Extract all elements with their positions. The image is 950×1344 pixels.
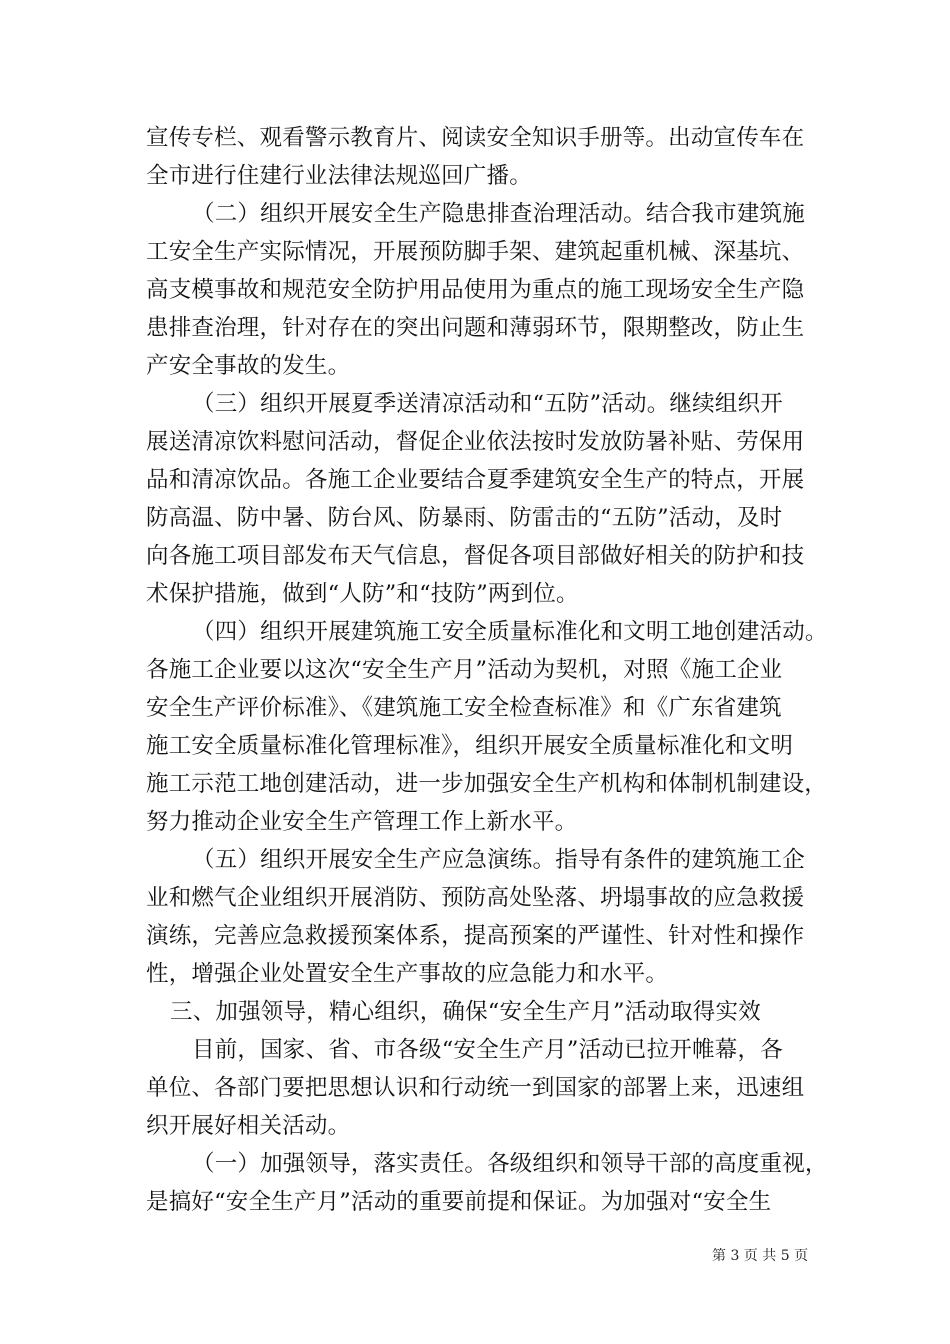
text-line: 安全生产评价标准》、《建筑施工安全检查标准》和《广东省建筑 <box>146 695 782 721</box>
text-line: 业和燃气企业组织开展消防、预防高处坠落、坍塌事故的应急救援 <box>146 885 805 911</box>
text-line: 织开展好相关活动。 <box>146 1113 351 1139</box>
text-line: 术保护措施，做到“人防”和“技防”两到位。 <box>146 581 579 607</box>
paragraph-start: （五）组织开展安全生产应急演练。指导有条件的建筑施工企 <box>192 847 805 873</box>
page-number-footer: 第 3 页 共 5 页 <box>712 1248 809 1264</box>
text-line: 各施工企业要以这次“安全生产月”活动为契机，对照《施工企业 <box>146 657 783 683</box>
paragraph-start: （四）组织开展建筑施工安全质量标准化和文明工地创建活动。 <box>192 619 828 645</box>
text-line: 向各施工项目部发布天气信息，督促各项目部做好相关的防护和技 <box>146 543 805 569</box>
text-line: 防高温、防中暑、防台风、防暴雨、防雷击的“五防”活动，及时 <box>146 505 783 531</box>
text-line: 单位、各部门要把思想认识和行动统一到国家的部署上来，迅速组 <box>146 1075 805 1101</box>
text-line: 品和清凉饮品。各施工企业要结合夏季建筑安全生产的特点，开展 <box>146 467 805 493</box>
text-line: 努力推动企业安全生产管理工作上新水平。 <box>146 809 578 835</box>
text-line: 高支模事故和规范安全防护用品使用为重点的施工现场安全生产隐 <box>146 277 805 303</box>
paragraph-start: （一）加强领导，落实责任。各级组织和领导干部的高度重视， <box>192 1151 828 1177</box>
text-line: 演练，完善应急救援预案体系，提高预案的严谨性、针对性和操作 <box>146 923 805 949</box>
text-line: 展送清凉饮料慰问活动，督促企业依法按时发放防暑补贴、劳保用 <box>146 429 805 455</box>
text-line: 产安全事故的发生。 <box>146 353 351 379</box>
text-line: 患排查治理，针对存在的突出问题和薄弱环节，限期整改，防止生 <box>146 315 805 341</box>
paragraph-start: （三）组织开展夏季送清凉活动和“五防”活动。继续组织开 <box>192 391 783 417</box>
text-line: 宣传专栏、观看警示教育片、阅读安全知识手册等。出动宣传车在 <box>146 125 805 151</box>
text-line: 工安全生产实际情况，开展预防脚手架、建筑起重机械、深基坑、 <box>146 239 805 265</box>
text-line: 全市进行住建行业法律法规巡回广播。 <box>146 163 532 189</box>
text-line: 是搞好“安全生产月”活动的重要前提和保证。为加强对“安全生 <box>146 1189 772 1215</box>
text-line: 性，增强企业处置安全生产事故的应急能力和水平。 <box>146 961 669 987</box>
text-line: 施工示范工地创建活动，进一步加强安全生产机构和体制机制建设， <box>146 771 828 797</box>
paragraph-start: 目前，国家、省、市各级“安全生产月”活动已拉开帷幕，各 <box>192 1037 783 1063</box>
paragraph-start: （二）组织开展安全生产隐患排查治理活动。结合我市建筑施 <box>192 201 805 227</box>
section-heading: 三、加强领导，精心组织，确保“安全生产月”活动取得实效 <box>170 999 761 1025</box>
text-line: 施工安全质量标准化管理标准》，组织开展安全质量标准化和文明 <box>146 733 794 759</box>
